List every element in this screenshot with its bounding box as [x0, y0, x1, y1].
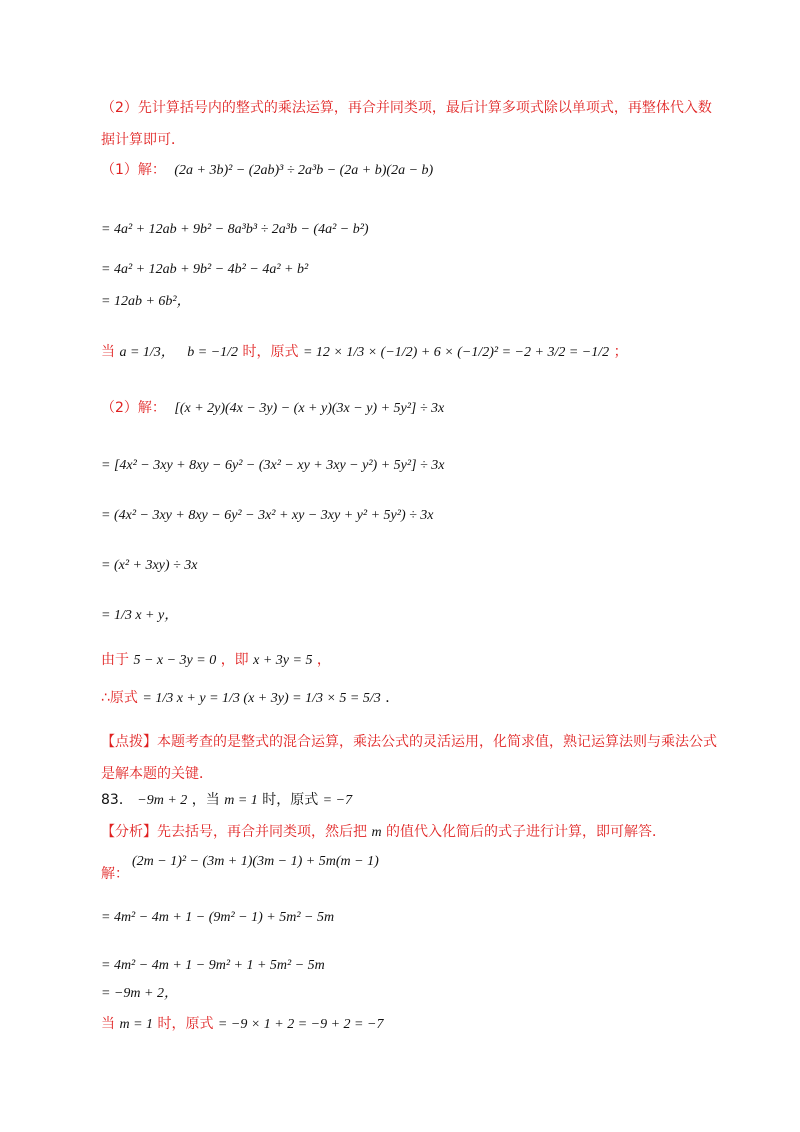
analysis-83-variable: m [371, 825, 382, 840]
part1-a-value: a = 1/3， [119, 345, 175, 360]
question-answer: −9m + 2 [137, 793, 188, 808]
solution-83-label: 解： [101, 866, 129, 882]
condition-prefix: 由于 [101, 652, 129, 668]
final-calculation: = 1/3 x + y = 1/3 (x + 3y) = 1/3 × 5 = 5/3 [142, 691, 381, 706]
question-condition: m = 1 [224, 793, 258, 808]
part1-time-label: 时，原式 [242, 344, 299, 360]
solution-83-step-2: = 4m² − 4m + 1 − 9m² + 1 + 5m² − 5m [101, 958, 325, 973]
condition-middle: ，即 [220, 652, 249, 668]
part1-b-value: b = −1/2 [187, 345, 239, 360]
analysis-83-suffix: 的值代入化简后的式子进行计算，即可解答． [386, 824, 667, 840]
question-result: = −7 [322, 793, 353, 808]
part1-step-1: = 4a² + 12ab + 9b² − 8a³b³ ÷ 2a³b − (4a² − b²) [101, 222, 369, 237]
part1-substitution [101, 342, 628, 363]
part2-header [101, 398, 444, 419]
comment-line-2: 是解本题的关键． [101, 766, 213, 782]
final-prefix: ∴原式 [101, 690, 138, 706]
solution-83-condition: m = 1 [119, 1017, 154, 1032]
part2-step-1: = [4x² − 3xy + 8xy − 6y² − (3x² − xy + 3xy − y²) + 5y²] ÷ 3x [101, 458, 445, 473]
part2-label: （2）解： [101, 400, 166, 416]
comment-line-1: 【点拨】本题考查的是整式的混合运算，乘法公式的灵活运用，化简求值，熟记运算法则与乘法公式 [101, 734, 717, 750]
part1-end-mark: ； [613, 344, 628, 360]
analysis-line-2: 据计算即可． [101, 132, 185, 148]
part1-step-3: = 12ab + 6b²， [101, 294, 191, 309]
condition-end: ， [316, 652, 331, 668]
condition-equation-2: x + 3y = 5 [253, 653, 313, 668]
solution-83-step-1: = 4m² − 4m + 1 − (9m² − 1) + 5m² − 5m [101, 910, 335, 925]
part2-step-3: = (x² + 3xy) ÷ 3x [101, 558, 198, 573]
question-time: 时，原式 [262, 792, 319, 808]
part1-expression: (2a + 3b)² − (2ab)³ ÷ 2a³b − (2a + b)(2a − b) [174, 163, 434, 178]
part1-label: （1）解： [101, 162, 166, 178]
solution-83-substitution [101, 1014, 383, 1035]
analysis-line-1: （2）先计算括号内的整式的乘法运算，再合并同类项，最后计算多项式除以单项式，再整体代入数 [101, 100, 712, 116]
part2-condition [101, 650, 331, 671]
solution-83-time: 时，原式 [157, 1016, 214, 1032]
part2-step-4: = 1/3 x + y， [101, 608, 179, 623]
part1-when: 当 [101, 344, 115, 360]
solution-83-expression: (2m − 1)² − (3m + 1)(3m − 1) + 5m(m − 1) [132, 854, 379, 869]
part1-step-2: = 4a² + 12ab + 9b² − 4b² − 4a² + b² [101, 262, 309, 277]
part1-header [101, 160, 433, 181]
solution-83-when: 当 [101, 1016, 115, 1032]
question-when: ，当 [191, 792, 220, 808]
solution-83-step-3: = −9m + 2， [101, 986, 178, 1001]
part2-step-2: = (4x² − 3xy + 8xy − 6y² − 3x² + xy − 3xy + y² + 5y²) ÷ 3x [101, 508, 434, 523]
part2-final [101, 688, 399, 709]
part1-substitution-calc: = 12 × 1/3 × (−1/2) + 6 × (−1/2)² = −2 + 3/2 = −1/2 [302, 345, 610, 360]
condition-equation: 5 − x − 3y = 0 [133, 653, 217, 668]
solution-83-calculation: = −9 × 1 + 2 = −9 + 2 = −7 [217, 1017, 384, 1032]
analysis-83 [101, 822, 666, 843]
part2-expression: [(x + 2y)(4x − 3y) − (x + y)(3x − y) + 5y²] ÷ 3x [174, 401, 445, 416]
analysis-83-prefix: 【分析】先去括号，再合并同类项，然后把 [101, 824, 367, 840]
question-83 [101, 790, 352, 811]
question-number: 83． [101, 792, 133, 808]
final-end-mark: ． [385, 690, 400, 706]
